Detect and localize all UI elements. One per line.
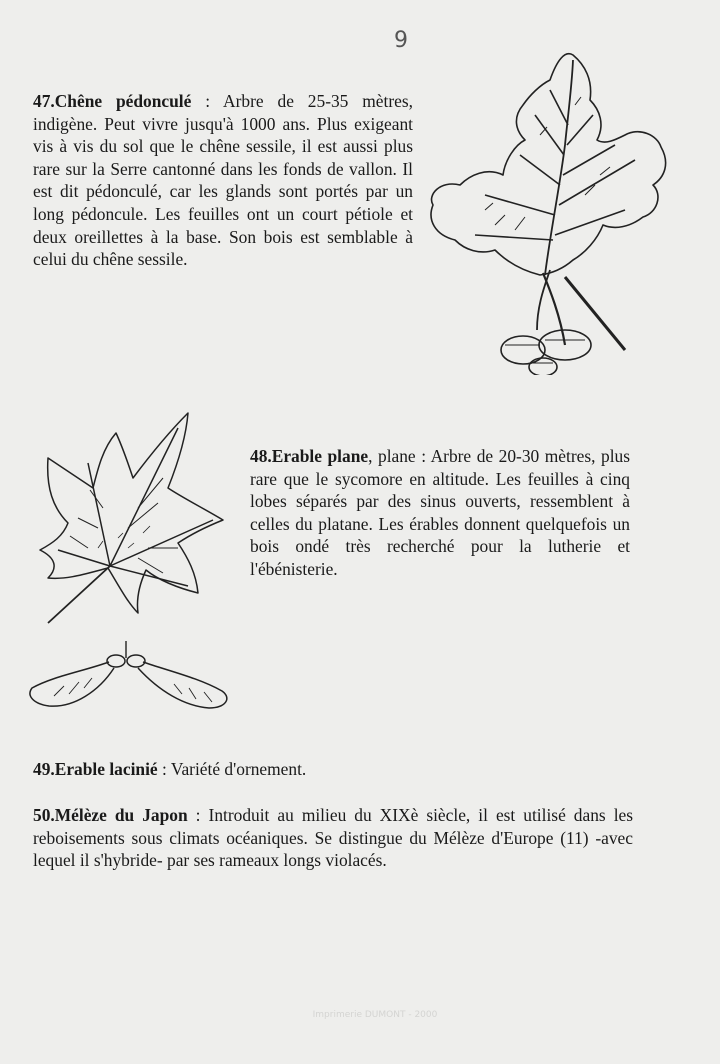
entry-chene-pedoncule bbox=[33, 90, 413, 271]
entry-meleze-du-japon bbox=[33, 804, 633, 872]
entry-erable-plane bbox=[250, 445, 630, 581]
entry-text: , plane : Arbre de 20-30 mètres, plus rare que le sycomore en altitude. Les feuilles à cinq lobes séparés par des sinus ouverts, ressemblent à celles du platane. Les érables donnent quelquefois un bois ondé très recherché pour la lutherie et l'ébénisterie. bbox=[250, 446, 630, 579]
entry-title: 49.Erable lacinié bbox=[33, 759, 158, 779]
entry-erable-lacinie bbox=[33, 758, 633, 781]
entry-title: 48.Erable plane bbox=[250, 446, 369, 466]
entry-text: : Introduit au milieu du XIXè siècle, il est utilisé dans les reboisements sous climats océaniques. Se distingue du Mélèze d'Europe (11) -avec lequel il s'hybride- par ses rameaux longs violacés. bbox=[33, 805, 634, 871]
maple-leaf-illustration bbox=[28, 408, 238, 633]
maple-samara-illustration bbox=[24, 636, 239, 721]
entry-title: 50.Mélèze du Japon bbox=[33, 805, 188, 825]
entry-text: : Arbre de 25-35 mètres, indigène. Peut vivre jusqu'à 1000 ans. Plus exigeant vis à vis du sol que le chêne sessile, il est aussi plus rare sur la Serre cantonné dans les fonds de vallon. Il est dit pédonculé, car les glands sont portés par un long pédoncule. Les feuilles ont un court pétiole et deux oreillettes à la base. Son bois est semblable à celui du chêne sessile. bbox=[33, 91, 413, 270]
entry-text: : Variété d'ornement. bbox=[157, 759, 307, 779]
entry-title: 47.Chêne pédonculé bbox=[33, 91, 192, 111]
footer-faint-text: Imprimerie DUMONT - 2000 bbox=[312, 1010, 438, 1020]
oak-leaf-illustration bbox=[425, 45, 675, 375]
page-number: 9 bbox=[394, 28, 408, 53]
